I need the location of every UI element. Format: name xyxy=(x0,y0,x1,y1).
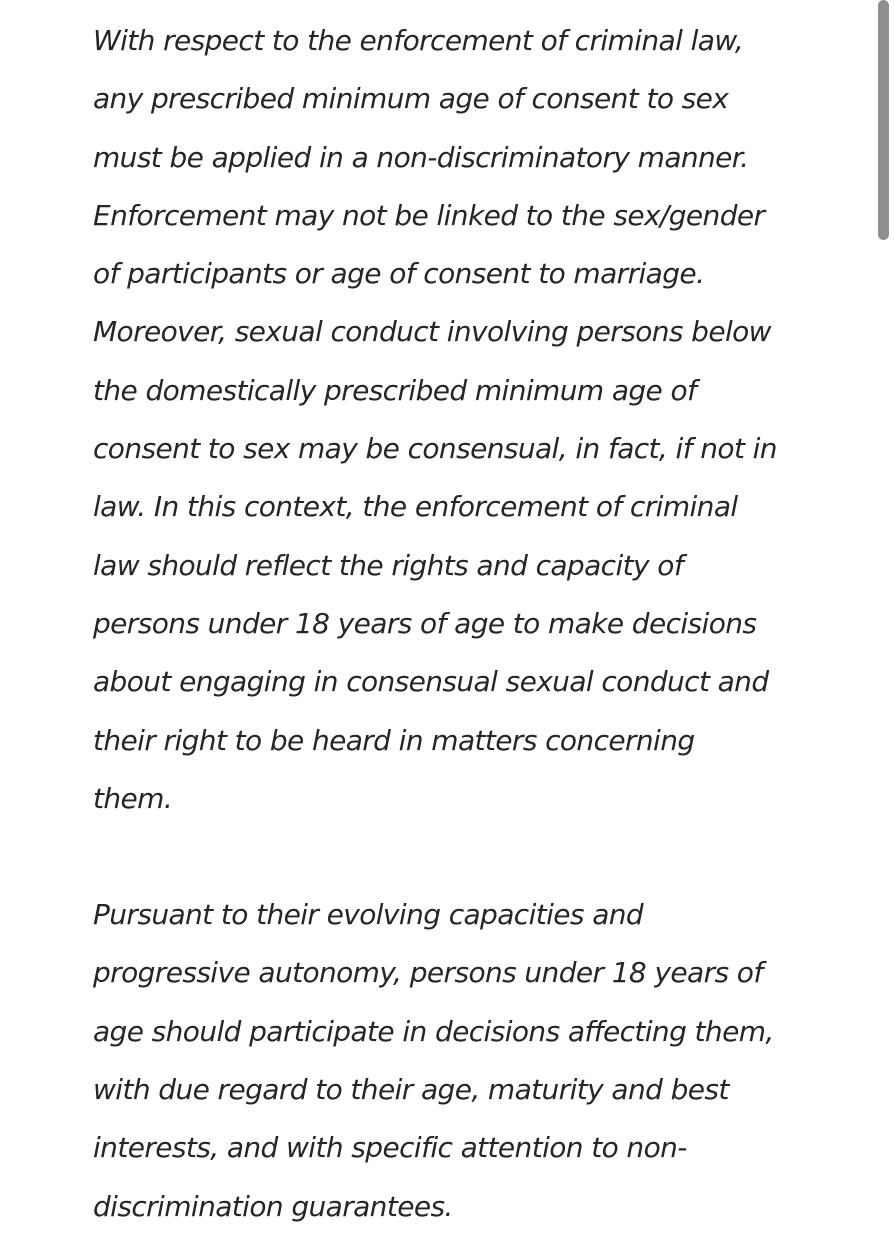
text-line: must be applied in a non-discriminatory manner. xyxy=(93,140,749,174)
text-line: persons under 18 years of age to make decisions xyxy=(93,606,757,640)
article-body xyxy=(93,12,863,1236)
text-line: them. xyxy=(93,781,173,815)
text-line: consent to sex may be consensual, in fact, if not in xyxy=(93,432,777,466)
text-line: Moreover, sexual conduct involving persons below xyxy=(93,315,771,349)
text-line: the domestically prescribed minimum age of xyxy=(93,373,697,407)
text-line: law. In this context, the enforcement of criminal xyxy=(93,490,738,524)
text-line: progressive autonomy, persons under 18 years of xyxy=(93,956,763,990)
text-line: about engaging in consensual sexual conduct and xyxy=(93,665,769,699)
text-line: interests, and with specific attention to non- xyxy=(93,1131,687,1165)
text-line: discrimination guarantees. xyxy=(93,1189,453,1223)
text-line: any prescribed minimum age of consent to sex xyxy=(93,82,729,116)
text-line: their right to be heard in matters concerning xyxy=(93,723,695,757)
text-line: Pursuant to their evolving capacities and xyxy=(93,898,644,932)
paragraph-evolving-capacities xyxy=(93,886,863,1236)
text-line: of participants or age of consent to marriage. xyxy=(93,257,705,291)
scrollbar-thumb[interactable] xyxy=(878,0,889,240)
text-line: With respect to the enforcement of criminal law, xyxy=(93,24,744,57)
vertical-scrollbar[interactable] xyxy=(878,0,889,240)
text-line: Enforcement may not be linked to the sex/gender xyxy=(93,198,765,232)
paragraph-enforcement-of-criminal-law xyxy=(93,12,863,828)
text-line: with due regard to their age, maturity and best xyxy=(93,1073,729,1107)
text-line: law should reflect the rights and capacity of xyxy=(93,548,684,582)
text-line: age should participate in decisions affecting them, xyxy=(93,1014,774,1048)
